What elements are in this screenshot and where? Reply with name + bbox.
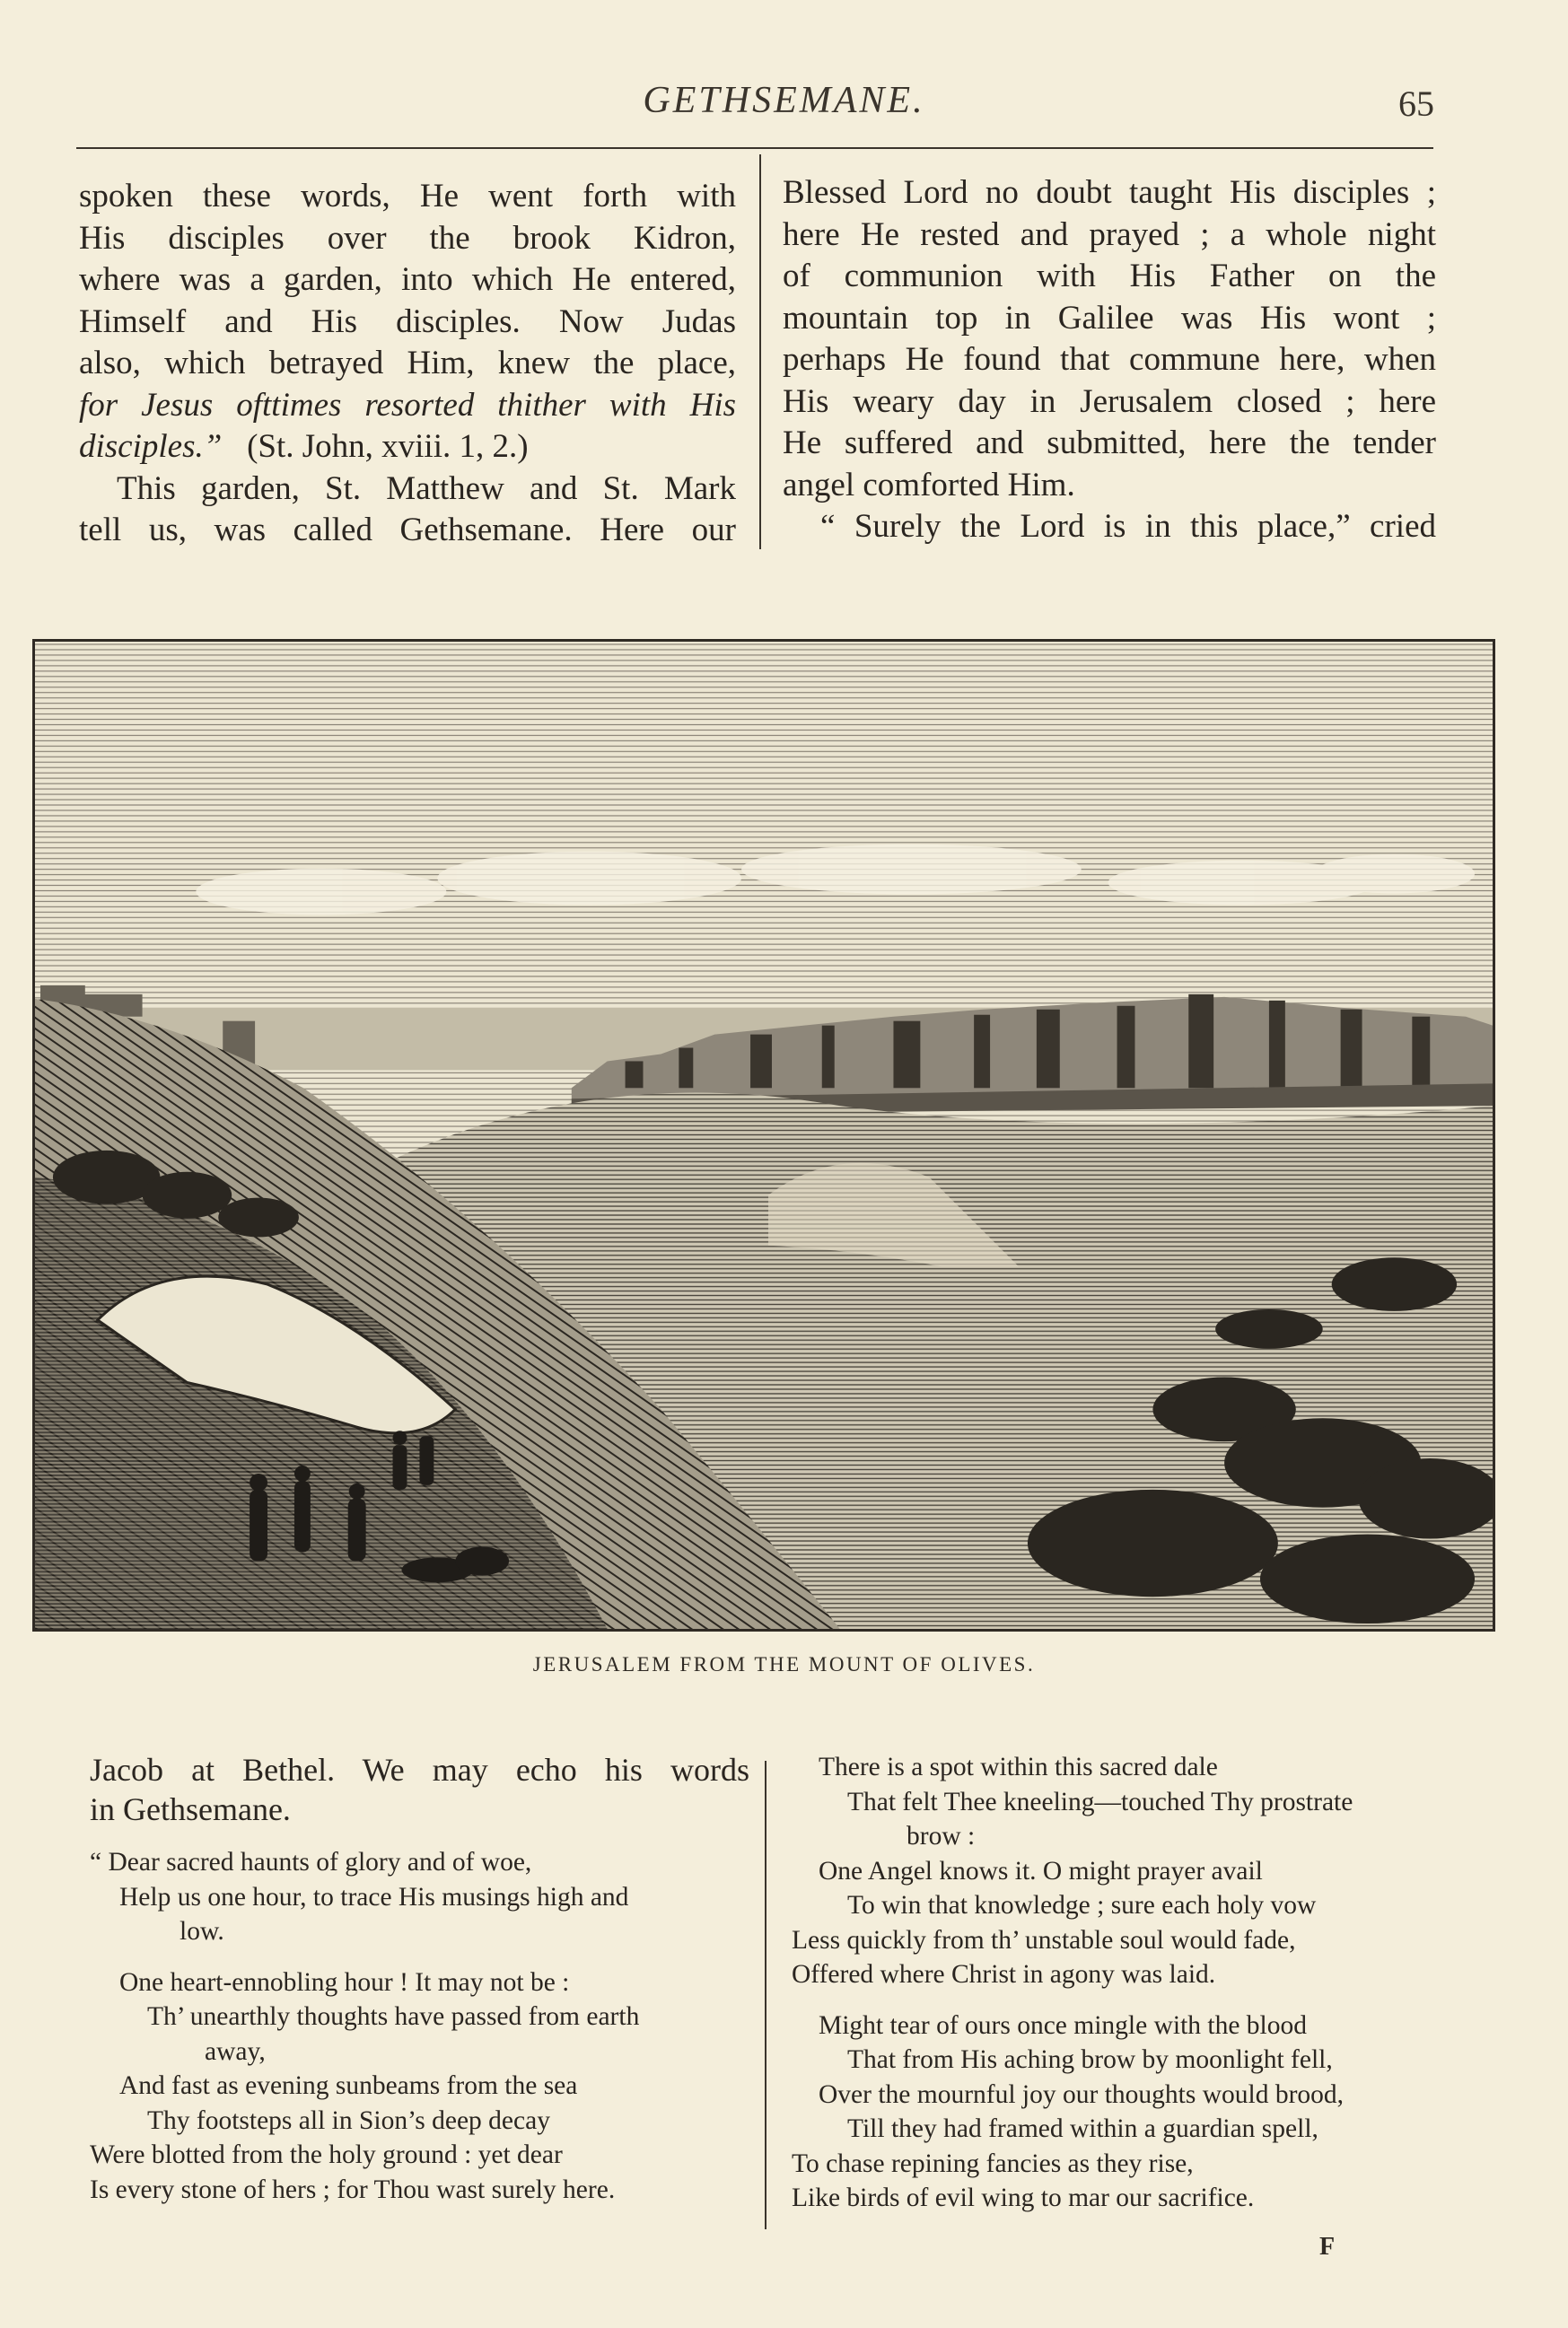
- text-line: Blessed Lord no doubt taught His disciples ;: [783, 174, 1436, 211]
- spacer: [792, 1992, 1456, 2009]
- verse-line: low.: [180, 1917, 224, 1946]
- text-line: angel comforted Him.: [783, 466, 1075, 503]
- top-left-column: [79, 176, 736, 552]
- verse-line: Help us one hour, to trace His musings high and: [119, 1882, 629, 1912]
- verse-line: To win that knowledge ; sure each holy vow: [847, 1891, 1317, 1920]
- verse-line: Till they had framed within a guardian spell,: [847, 2114, 1318, 2143]
- verse-line: One heart-ennobling hour ! It may not be :: [119, 1967, 570, 1997]
- verse-line: Might tear of ours once mingle with the blood: [819, 2010, 1308, 2040]
- running-title: GETHSEMANE.: [643, 80, 925, 121]
- bottom-left-column: [90, 1750, 749, 2207]
- verse-line: Like birds of evil wing to mar our sacrifice.: [792, 2184, 1255, 2212]
- engraving-illustration: [32, 639, 1495, 1632]
- verse-line: Were blotted from the holy ground : yet dear: [90, 2140, 563, 2169]
- engraving-drawing: [35, 642, 1493, 1629]
- verse-line: Is every stone of hers ; for Thou wast surely here.: [90, 2175, 616, 2204]
- poem-stanza-left: [90, 1845, 749, 2207]
- text-line: His disciples over the brook Kidron,: [79, 219, 736, 257]
- text-line: also, which betrayed Him, knew the place,: [79, 345, 736, 381]
- spacer: [90, 1949, 749, 1965]
- text-line: This garden, St. Matthew and St. Mark: [117, 469, 736, 507]
- quote-end-italic: disciples.”: [79, 428, 223, 465]
- text-line: in Gethsemane.: [90, 1791, 291, 1827]
- verse-line: That felt Thee kneeling—touched Thy prostrate: [847, 1787, 1353, 1816]
- verse-line: There is a spot within this sacred dale: [819, 1753, 1218, 1781]
- text-line: tell us, was called Gethsemane. Here our: [79, 512, 736, 548]
- figure-caption: JERUSALEM FROM THE MOUNT OF OLIVES.: [532, 1653, 1036, 1676]
- verse-line: To chase repining fancies as they rise,: [792, 2149, 1194, 2178]
- text-line: He suffered and submitted, here the tender: [783, 424, 1436, 461]
- column-divider: [765, 1761, 766, 2229]
- verse-line: away,: [205, 2036, 266, 2066]
- verse-line: One Angel knows it. O might prayer avail: [819, 1856, 1263, 1886]
- verse-line: And fast as evening sunbeams from the sea: [119, 2071, 578, 2100]
- verse-line: Thy footsteps all in Sion’s deep decay: [147, 2105, 550, 2135]
- bottom-right-column: [792, 1750, 1456, 2216]
- poem-stanza-right: [792, 1750, 1456, 2216]
- verse-line: Th’ unearthly thoughts have passed from earth: [147, 2002, 640, 2031]
- page-number: 65: [1398, 83, 1434, 124]
- text-line: [79, 426, 736, 468]
- column-divider: [759, 154, 761, 549]
- verse-line: Over the mournful joy our thoughts would brood,: [819, 2079, 1345, 2109]
- header-rule: [76, 147, 1433, 149]
- text-line: “ Surely the Lord is in this place,” cried: [820, 508, 1436, 545]
- intro-paragraph: [90, 1750, 749, 1829]
- text-line-italic: for Jesus ofttimes resorted thither with His: [79, 386, 736, 424]
- text-line: Jacob at Bethel. We may echo his words: [90, 1752, 749, 1788]
- verse-line: That from His aching brow by moonlight fell,: [847, 2045, 1333, 2074]
- text-line: Himself and His disciples. Now Judas: [79, 302, 736, 340]
- verse-line: Offered where Christ in agony was laid.: [792, 1960, 1216, 1989]
- text-line: spoken these words, He went forth with: [79, 178, 736, 214]
- text-line: mountain top in Galilee was His wont ;: [783, 299, 1436, 337]
- top-right-column: [783, 172, 1436, 548]
- signature-mark: F: [1319, 2233, 1336, 2261]
- verse-line: Less quickly from th’ unstable soul would fade,: [792, 1925, 1296, 1955]
- text-line: His weary day in Jerusalem closed ; here: [783, 382, 1436, 420]
- spacer: [90, 1829, 749, 1845]
- verse-line: brow :: [907, 1822, 976, 1851]
- text-line: perhaps He found that commune here, when: [783, 341, 1436, 378]
- verse-line: “ Dear sacred haunts of glory and of woe,: [90, 1848, 532, 1877]
- text-line: here He rested and prayed ; a whole night: [783, 215, 1436, 253]
- text-line: where was a garden, into which He entered,: [79, 261, 736, 298]
- text-line: of communion with His Father on the: [783, 258, 1436, 294]
- citation: (St. John, xviii. 1, 2.): [247, 428, 529, 465]
